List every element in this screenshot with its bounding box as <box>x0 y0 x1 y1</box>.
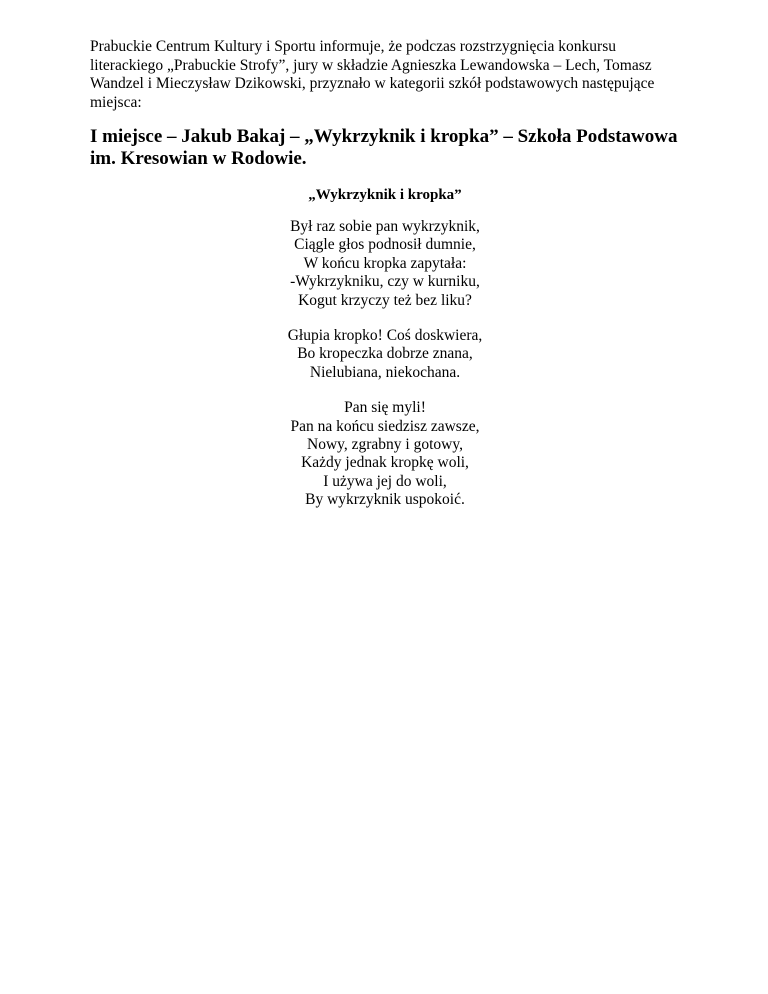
poem-line: Bo kropeczka dobrze znana, <box>297 345 473 363</box>
poem-line: W końcu kropka zapytała: <box>303 254 467 272</box>
poem-line: -Wykrzykniku, czy w kurniku, <box>290 273 480 291</box>
intro-paragraph: Prabuckie Centrum Kultury i Sportu informuje, że podczas rozstrzygnięcia konkursu literackiego „Prabuckie Strofy”, jury w składzie Agnieszka Lewandowska – Lech, Tomasz Wandzel i Mieczysław Dzikowski, przyznało w kategorii szkół podstawowych następujące miejsca: <box>90 38 655 111</box>
poem-line: I używa jej do woli, <box>323 472 447 490</box>
poem-title: „Wykrzyknik i kropka” <box>308 187 462 203</box>
poem-line: Nowy, zgrabny i gotowy, <box>307 436 463 454</box>
poem-line: Pan na końcu siedzisz zawsze, <box>290 417 480 435</box>
poem-line: Ciągle głos podnosił dumnie, <box>294 236 476 254</box>
poem-line: Był raz sobie pan wykrzyknik, <box>290 218 480 235</box>
poem <box>90 186 680 510</box>
poem-line: Głupia kropko! Coś doskwiera, <box>287 327 483 345</box>
poem-line: Nielubiana, niekochana. <box>309 363 461 381</box>
poem-line: By wykrzyknik uspokoić. <box>305 491 465 509</box>
poem-stanza <box>90 218 680 310</box>
poem-stanza <box>90 327 680 382</box>
poem-stanza <box>90 399 680 509</box>
award-heading: I miejsce – Jakub Bakaj – „Wykrzyknik i kropka” – Szkoła Podstawowa im. Kresowian w Rodowie. <box>90 126 678 169</box>
poem-line: Każdy jednak kropkę woli, <box>301 454 469 472</box>
document-page <box>90 38 690 527</box>
poem-line: Pan się myli! <box>344 399 426 417</box>
poem-line: Kogut krzyczy też bez liku? <box>298 291 472 309</box>
